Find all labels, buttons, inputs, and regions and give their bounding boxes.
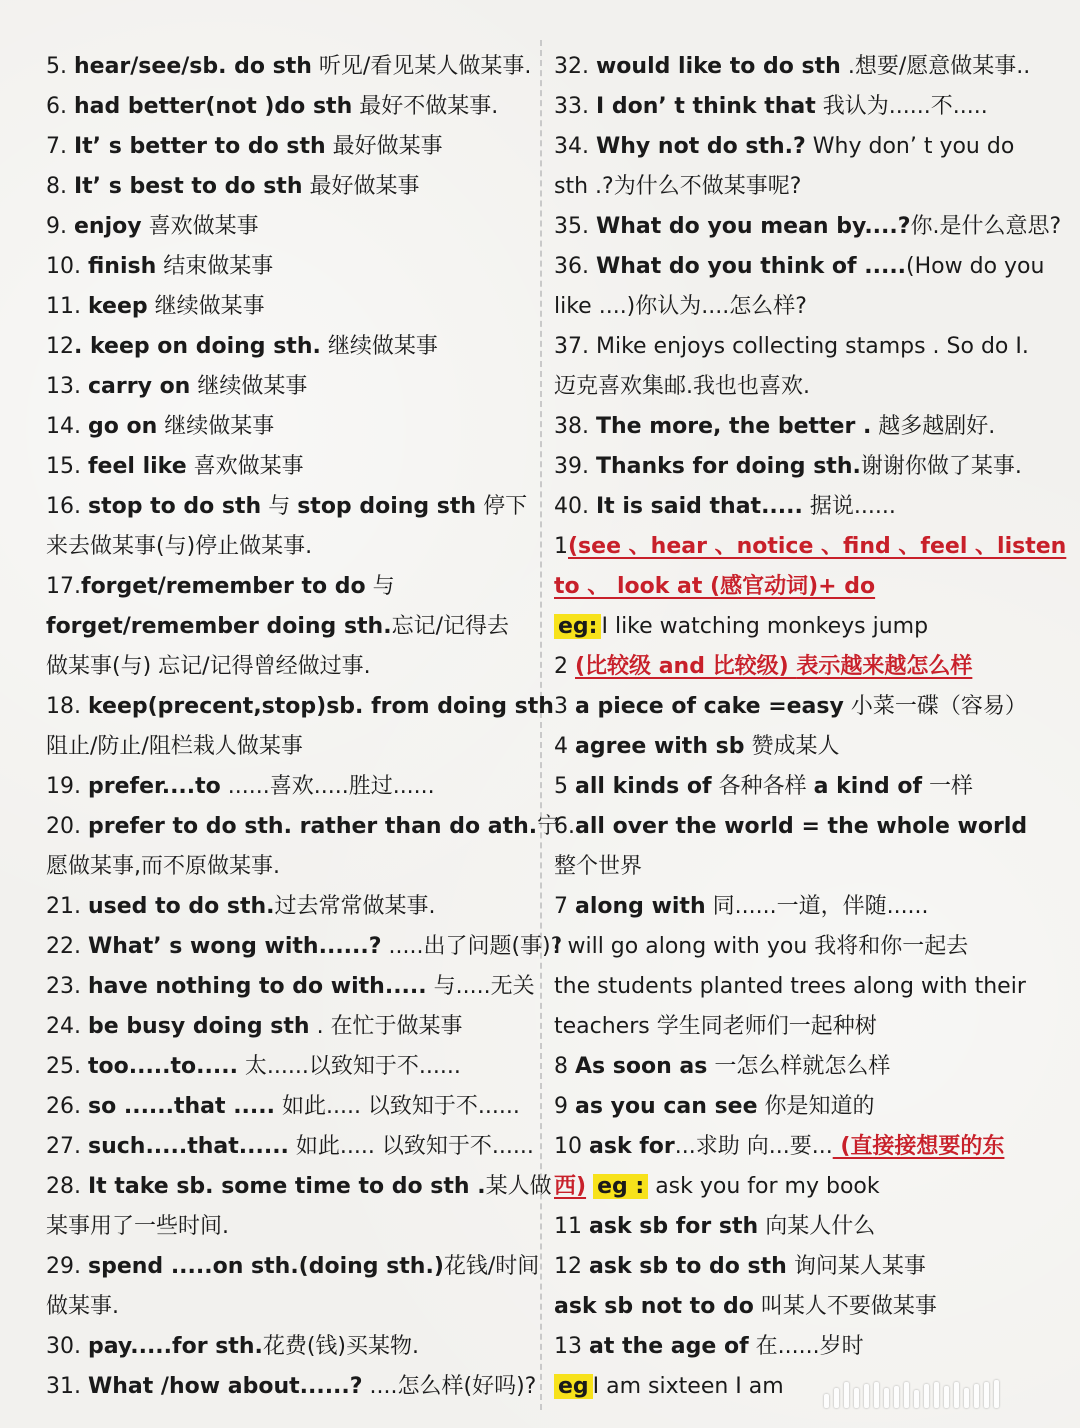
phrase: so ......that ..... bbox=[87, 1094, 275, 1119]
red-note: 西) bbox=[554, 1174, 587, 1199]
phrase: be busy doing sth bbox=[87, 1014, 310, 1039]
phrase: go on bbox=[87, 414, 158, 439]
meaning: 26. bbox=[46, 1094, 88, 1119]
right-line bbox=[554, 167, 1044, 207]
meaning: 7 bbox=[554, 894, 575, 919]
phrase: such.....that...... bbox=[87, 1134, 289, 1159]
phrase: ask sb to do sth bbox=[589, 1254, 787, 1279]
watermark-bar bbox=[884, 1388, 889, 1408]
left-line bbox=[46, 207, 534, 247]
left-line bbox=[46, 287, 534, 327]
red-note: (比较级 and 比较级) bbox=[575, 654, 797, 679]
watermark-bar bbox=[914, 1390, 919, 1408]
meaning: 听见/看见某人做某事. bbox=[311, 54, 532, 79]
meaning: 你.是什么意思? bbox=[910, 214, 1062, 239]
meaning: teachers 学生同老师们一起种树 bbox=[554, 1014, 877, 1039]
left-line bbox=[46, 1327, 534, 1367]
watermark-bar bbox=[964, 1388, 969, 1408]
meaning: 最好做某事 bbox=[325, 134, 443, 159]
meaning: 24. bbox=[46, 1014, 88, 1039]
watermark-bar bbox=[864, 1384, 869, 1408]
left-line bbox=[46, 927, 563, 967]
phrase: forget/remember to do bbox=[81, 574, 366, 599]
phrase: The more, the better . bbox=[595, 414, 872, 439]
right-line bbox=[554, 1247, 1044, 1287]
red-note: (直接接想要的东 bbox=[832, 1134, 1005, 1159]
meaning: 8 bbox=[554, 1054, 575, 1079]
left-line bbox=[46, 1047, 534, 1087]
left-column bbox=[46, 47, 563, 1407]
meaning: 阻止/防止/阻栏栽人做某事 bbox=[46, 734, 303, 759]
meaning: 17. bbox=[46, 574, 81, 599]
right-line bbox=[554, 407, 1044, 447]
phrase: It is said that..... bbox=[595, 494, 803, 519]
right-line bbox=[554, 967, 1044, 1007]
red-note: (see 、hear 、notice 、find 、feel 、listen bbox=[568, 534, 1067, 559]
phrase: What /how about......? bbox=[87, 1374, 363, 1399]
meaning: 赞成某人 bbox=[744, 734, 840, 759]
right-line bbox=[554, 47, 1044, 87]
meaning: 23. bbox=[46, 974, 88, 999]
phrase: all over the world = the whole world bbox=[575, 814, 1028, 839]
meaning: 停下 bbox=[476, 494, 528, 519]
meaning: 31. bbox=[46, 1374, 88, 1399]
right-line bbox=[554, 127, 1044, 167]
right-line bbox=[554, 727, 1044, 767]
left-line bbox=[46, 687, 554, 727]
meaning: 你是知道的 bbox=[757, 1094, 875, 1119]
right-line bbox=[554, 1287, 1044, 1327]
meaning: 宁 bbox=[537, 814, 560, 839]
meaning: 2 bbox=[554, 654, 575, 679]
column-divider bbox=[540, 40, 542, 1410]
meaning: 做某事. bbox=[46, 1294, 119, 1319]
meaning: 小菜一碟（容易） bbox=[843, 694, 1027, 719]
right-line bbox=[554, 447, 1044, 487]
meaning: .想要/愿意做某事.. bbox=[840, 54, 1031, 79]
right-line bbox=[554, 927, 1044, 967]
phrase: finish bbox=[87, 254, 157, 279]
meaning: 愿做某事,而不原做某事. bbox=[46, 854, 280, 879]
meaning: 19. bbox=[46, 774, 88, 799]
right-line bbox=[554, 327, 1044, 367]
meaning: 20. bbox=[46, 814, 88, 839]
phrase: It take sb. some time to do sth . bbox=[87, 1174, 486, 1199]
meaning: I like watching monkeys jump bbox=[601, 614, 929, 639]
phrase: too.....to..... bbox=[87, 1054, 238, 1079]
right-line bbox=[554, 1007, 1044, 1047]
meaning: ......喜欢.....胜过...... bbox=[220, 774, 435, 799]
meaning: 37. Mike enjoys collecting stamps . So do I. bbox=[554, 334, 1029, 359]
meaning: ask you for my book bbox=[648, 1174, 880, 1199]
phrase: forget/remember doing sth. bbox=[46, 614, 392, 639]
left-line bbox=[46, 567, 534, 607]
meaning: sth .?为什么不做某事呢? bbox=[554, 174, 802, 199]
phrase: keep bbox=[87, 294, 148, 319]
meaning: 我认为......不..... bbox=[815, 94, 988, 119]
phrase: all kinds of bbox=[575, 774, 712, 799]
phrase: as you can see bbox=[575, 1094, 758, 1119]
meaning: 34. bbox=[554, 134, 596, 159]
meaning: 12 bbox=[46, 334, 74, 359]
left-line bbox=[46, 1127, 534, 1167]
meaning: .....出了问题(事)? bbox=[381, 934, 563, 959]
phrase: It’ s best to do sth bbox=[73, 174, 303, 199]
phrase: pay.....for sth. bbox=[87, 1334, 263, 1359]
left-line bbox=[46, 87, 534, 127]
left-line bbox=[46, 847, 534, 887]
phrase: Thanks for doing sth. bbox=[595, 454, 861, 479]
meaning: 叫某人不要做某事 bbox=[753, 1294, 937, 1319]
meaning: 13 bbox=[554, 1334, 589, 1359]
meaning: 10 bbox=[554, 1134, 589, 1159]
meaning: 30. bbox=[46, 1334, 88, 1359]
right-line bbox=[554, 287, 1044, 327]
meaning: 5 bbox=[554, 774, 575, 799]
phrase: What do you mean by....? bbox=[595, 214, 911, 239]
highlight-label: eg: bbox=[554, 614, 601, 639]
right-line bbox=[554, 887, 1044, 927]
meaning: 结束做某事 bbox=[156, 254, 274, 279]
meaning: like ....)你认为....怎么样? bbox=[554, 294, 807, 319]
watermark-bar bbox=[984, 1382, 989, 1408]
phrase: spend .....on sth.(doing sth.) bbox=[87, 1254, 444, 1279]
meaning: 忘记/记得去 bbox=[391, 614, 509, 639]
watermark-bar bbox=[874, 1382, 879, 1408]
meaning: 18. bbox=[46, 694, 88, 719]
watermark-bar bbox=[904, 1382, 909, 1408]
meaning: 迈克喜欢集邮.我也也喜欢. bbox=[554, 374, 810, 399]
meaning: 6. bbox=[554, 814, 575, 839]
phrase: keep(precent,stop)sb. from doing sth bbox=[87, 694, 554, 719]
left-line bbox=[46, 727, 534, 767]
left-line bbox=[46, 1247, 540, 1287]
left-line bbox=[46, 407, 534, 447]
meaning: . 在忙于做某事 bbox=[309, 1014, 463, 1039]
watermark-bar bbox=[854, 1388, 859, 1408]
phrase: ask sb not to do bbox=[554, 1294, 754, 1319]
meaning: 33. bbox=[554, 94, 596, 119]
watermark-bar bbox=[894, 1386, 899, 1408]
phrase: a kind of bbox=[813, 774, 923, 799]
meaning: 与 bbox=[365, 574, 395, 599]
watermark-graphic bbox=[824, 1380, 1054, 1408]
left-line bbox=[46, 447, 534, 487]
left-line bbox=[46, 327, 534, 367]
right-line bbox=[554, 607, 1044, 647]
highlight-label: eg bbox=[554, 1374, 593, 1399]
meaning: 14. bbox=[46, 414, 88, 439]
phrase: have nothing to do with..... bbox=[87, 974, 427, 999]
meaning: I will go along with you 我将和你一起去 bbox=[554, 934, 969, 959]
phrase: I don’ t think that bbox=[595, 94, 816, 119]
phrase: As soon as bbox=[575, 1054, 708, 1079]
meaning: Why don’ t you do bbox=[805, 134, 1015, 159]
phrase: It’ s better to do sth bbox=[73, 134, 326, 159]
phrase: stop doing sth bbox=[297, 494, 477, 519]
phrase: Why not do sth.? bbox=[595, 134, 806, 159]
watermark-bar bbox=[924, 1384, 929, 1408]
meaning: 5. bbox=[46, 54, 74, 79]
right-line bbox=[554, 767, 1044, 807]
meaning: I am sixteen I am bbox=[592, 1374, 784, 1399]
left-line bbox=[46, 367, 534, 407]
meaning: 16. bbox=[46, 494, 88, 519]
meaning: the students planted trees along with their bbox=[554, 974, 1026, 999]
right-line bbox=[554, 687, 1044, 727]
right-line bbox=[554, 1167, 1044, 1207]
phrase: prefer to do sth. rather than do ath. bbox=[87, 814, 538, 839]
left-line bbox=[46, 1367, 537, 1407]
right-line bbox=[554, 527, 1067, 567]
left-line bbox=[46, 1207, 534, 1247]
meaning: 做某事(与) 忘记/记得曾经做过事. bbox=[46, 654, 371, 679]
phrase: used to do sth. bbox=[87, 894, 275, 919]
left-line bbox=[46, 487, 534, 527]
meaning: 36. bbox=[554, 254, 596, 279]
meaning: 最好做某事 bbox=[302, 174, 420, 199]
meaning: 25. bbox=[46, 1054, 88, 1079]
meaning: 6. bbox=[46, 94, 74, 119]
meaning: 继续做某事 bbox=[157, 414, 275, 439]
meaning: 9. bbox=[46, 214, 74, 239]
meaning: 如此..... 以致知于不...... bbox=[288, 1134, 534, 1159]
meaning: ....怎么样(好吗)? bbox=[362, 1374, 537, 1399]
watermark-bar bbox=[934, 1382, 939, 1408]
highlight-label: eg : bbox=[593, 1174, 648, 1199]
meaning: 13. bbox=[46, 374, 88, 399]
meaning: 如此..... 以致知于不...... bbox=[274, 1094, 520, 1119]
meaning: 继续做某事 bbox=[190, 374, 308, 399]
meaning: 1 bbox=[554, 534, 568, 559]
phrase: What do you think of ..... bbox=[595, 254, 907, 279]
meaning: ...求助 向...要... bbox=[674, 1134, 833, 1159]
meaning: 一样 bbox=[922, 774, 974, 799]
left-line bbox=[46, 527, 534, 567]
meaning: 同......一道，伴随...... bbox=[705, 894, 929, 919]
meaning: 27. bbox=[46, 1134, 88, 1159]
left-line bbox=[46, 247, 534, 287]
phrase: stop to do sth bbox=[87, 494, 262, 519]
meaning: 8. bbox=[46, 174, 74, 199]
left-line bbox=[46, 127, 534, 167]
right-line bbox=[554, 367, 1044, 407]
left-line bbox=[46, 767, 534, 807]
right-line bbox=[554, 1087, 1044, 1127]
right-column bbox=[554, 47, 1067, 1407]
meaning: 继续做某事 bbox=[147, 294, 265, 319]
meaning: 某事用了一些时间. bbox=[46, 1214, 229, 1239]
meaning: 与 bbox=[261, 494, 298, 519]
meaning: 38. bbox=[554, 414, 596, 439]
meaning: 35. bbox=[554, 214, 596, 239]
meaning: 整个世界 bbox=[554, 854, 643, 879]
phrase: ask for bbox=[589, 1134, 675, 1159]
meaning: 7. bbox=[46, 134, 74, 159]
meaning: 11. bbox=[46, 294, 88, 319]
meaning: 来去做某事(与)停止做某事. bbox=[46, 534, 313, 559]
phrase: along with bbox=[575, 894, 706, 919]
meaning: 在......岁时 bbox=[748, 1334, 864, 1359]
left-line bbox=[46, 887, 534, 927]
left-line bbox=[46, 967, 534, 1007]
red-note: 表示越来越怎么样 bbox=[796, 654, 973, 679]
right-line bbox=[554, 807, 1044, 847]
watermark-bar bbox=[824, 1394, 829, 1408]
phrase: carry on bbox=[87, 374, 191, 399]
meaning: 越多越剧好. bbox=[871, 414, 996, 439]
right-line bbox=[554, 647, 1044, 687]
right-line bbox=[554, 87, 1044, 127]
right-line bbox=[554, 1207, 1044, 1247]
meaning: 15. bbox=[46, 454, 88, 479]
meaning: 11 bbox=[554, 1214, 589, 1239]
meaning: 12 bbox=[554, 1254, 589, 1279]
right-line bbox=[554, 1047, 1044, 1087]
right-line bbox=[554, 207, 1062, 247]
phrase: feel like bbox=[87, 454, 187, 479]
phrase: had better(not )do sth bbox=[73, 94, 353, 119]
left-line bbox=[46, 607, 534, 647]
left-line bbox=[46, 47, 534, 87]
watermark-bar bbox=[844, 1382, 849, 1408]
meaning: (How do you bbox=[906, 254, 1045, 279]
watermark-bar bbox=[834, 1388, 839, 1408]
phrase: ask sb for sth bbox=[589, 1214, 759, 1239]
left-line bbox=[46, 647, 534, 687]
meaning: 某人做 bbox=[485, 1174, 552, 1199]
phrase: enjoy bbox=[73, 214, 142, 239]
left-line bbox=[46, 167, 534, 207]
phrase: agree with sb bbox=[575, 734, 745, 759]
meaning: 过去常常做某事. bbox=[274, 894, 436, 919]
meaning: 据说...... bbox=[802, 494, 896, 519]
right-line bbox=[554, 1327, 1044, 1367]
meaning: 花费(钱)买某物. bbox=[262, 1334, 420, 1359]
right-line bbox=[554, 1127, 1044, 1167]
watermark-bar bbox=[974, 1384, 979, 1408]
meaning: 32. bbox=[554, 54, 596, 79]
phrase: What’ s wong with......? bbox=[87, 934, 382, 959]
meaning: 29. bbox=[46, 1254, 88, 1279]
meaning: 花钱/时间 bbox=[443, 1254, 540, 1279]
phrase: prefer....to bbox=[87, 774, 221, 799]
phrase: a piece of cake =easy bbox=[575, 694, 844, 719]
meaning: 喜欢做某事 bbox=[186, 454, 304, 479]
meaning: 与.....无关 bbox=[426, 974, 535, 999]
meaning: 继续做某事 bbox=[320, 334, 438, 359]
left-line bbox=[46, 1087, 534, 1127]
meaning: 4 bbox=[554, 734, 575, 759]
meaning: 一怎么样就怎么样 bbox=[707, 1054, 891, 1079]
meaning: 9 bbox=[554, 1094, 575, 1119]
phrase: hear/see/sb. do sth bbox=[73, 54, 312, 79]
left-line bbox=[46, 1167, 552, 1207]
meaning: 谢谢你做了某事. bbox=[860, 454, 1022, 479]
meaning bbox=[586, 1174, 593, 1199]
left-line bbox=[46, 1007, 534, 1047]
meaning: 40. bbox=[554, 494, 596, 519]
right-line bbox=[554, 247, 1044, 287]
red-note: to 、 look at (感官动词)+ do bbox=[554, 574, 876, 599]
phrase: at the age of bbox=[589, 1334, 749, 1359]
meaning: 22. bbox=[46, 934, 88, 959]
right-line bbox=[554, 487, 1044, 527]
meaning: 28. bbox=[46, 1174, 88, 1199]
left-line bbox=[46, 807, 560, 847]
meaning: 39. bbox=[554, 454, 596, 479]
meaning: 喜欢做某事 bbox=[141, 214, 259, 239]
meaning: 最好不做某事. bbox=[352, 94, 499, 119]
left-line bbox=[46, 1287, 534, 1327]
right-line bbox=[554, 847, 1044, 887]
phrase: . keep on doing sth. bbox=[74, 334, 321, 359]
right-line bbox=[554, 567, 1044, 607]
watermark-bar bbox=[954, 1382, 959, 1408]
meaning: 询问某人某事 bbox=[786, 1254, 926, 1279]
meaning: 太......以致知于不...... bbox=[237, 1054, 461, 1079]
watermark-bar bbox=[944, 1386, 949, 1408]
meaning: 各种各样 bbox=[711, 774, 814, 799]
phrase: would like to do sth bbox=[595, 54, 841, 79]
meaning: 3 bbox=[554, 694, 575, 719]
watermark-bar bbox=[994, 1380, 999, 1408]
meaning: 10. bbox=[46, 254, 88, 279]
meaning: 21. bbox=[46, 894, 88, 919]
meaning: 向某人什么 bbox=[758, 1214, 876, 1239]
